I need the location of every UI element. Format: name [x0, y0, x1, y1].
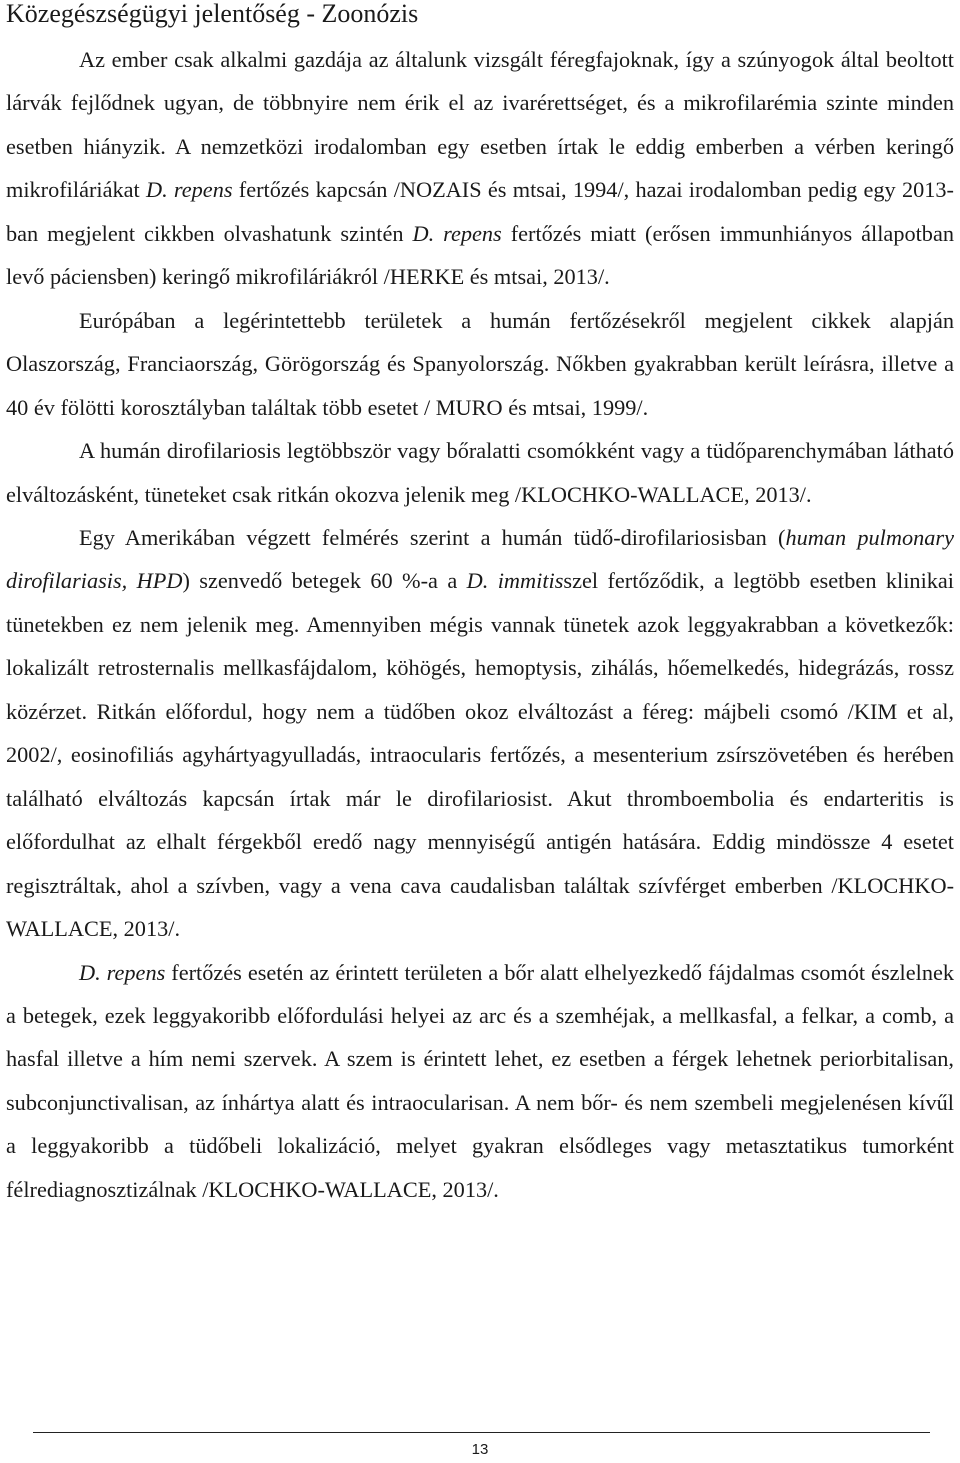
paragraph: [6, 38, 954, 299]
italic-term: D. immitis: [466, 568, 564, 594]
paragraph: [6, 429, 954, 516]
text-run: Az ember csak alkalmi gazdája az általunk vizsgált féregfajoknak, így a szúnyogok által beoltott lárvák fejlődnek ugyan, de többnyire nem érik el az ivarérettséget, és a mikrofilarémia szinte minden esetben hiányzik. A nemzetközi irodalomban egy esetben írtak le eddig emberben a vérben keringő mikrofiláriákat: [6, 47, 954, 203]
text-run: szel fertőződik, a legtöbb esetben klinikai tünetekben ez nem jelenik meg. Amennyiben mégis vannak tünetek azok leggyakrabban a következők: lokalizált retrosternalis mellkasfájdalom, köhögés, hemoptysis, zihálás, hőemelkedés, hidegrázás, rossz közérzet. Ritkán előfordul, hogy nem a tüdőben okoz elváltozást a féreg: májbeli csomó /KIM et al, 2002/, eosinofiliás agyhártyagyulladás, intraocularis fertőzés, a mesenterium zsírszövetében és herében található elváltozás kapcsán írtak már le dirofilariosist. Akut thromboembolia és endarteritis is előfordulhat az elhalt férgekből eredő nagy mennyiségű antigén hatására. Eddig mindössze 4 esetet regisztráltak, ahol a szívben, vagy a vena cava caudalisban találtak szívférget emberben /KLOCHKO-WALLACE, 2013/.: [6, 568, 954, 942]
italic-term: D. repens: [145, 177, 233, 203]
text-run: Európában a legérintettebb területek a humán fertőzésekről megjelent cikkek alapján Olaszország, Franciaország, Görögország és Spanyolország. Nőkben gyakrabban került leírásra, illetve a 40 év fölötti korosztályban találtak több esetet / MURO és mtsai, 1999/.: [6, 307, 954, 420]
text-run: fertőzés esetén az érintett területen a bőr alatt elhelyezkedő fájdalmas csomót észlelnek a betegek, ezek leggyakoribb előfordulási helyei az arc és a szemhéjak, a mellkasfal, a felkar, a comb, a hasfal illetve a hím nemi szervek. A szem is érintett lehet, ez esetben a férgek lehetnek periorbitalisan, subconjunctivalisan, az ínhártya alatt és intraocularisan. A nem bőr- és nem szembeli megjelenésen kívűl a leggyakoribb a tüdőbeli lokalizáció, melyet gyakran elsődleges vagy metasztatikus tumorként félrediagnosztizálnak /KLOCHKO-WALLACE, 2013/.: [6, 959, 955, 1202]
italic-term: D. repens: [412, 220, 502, 246]
paragraph: [6, 516, 954, 951]
italic-term: human pulmonary dirofilariasis, HPD: [6, 524, 954, 594]
paragraph: [6, 299, 954, 429]
text-run: A humán dirofilariosis legtöbbször vagy bőralatti csomókként vagy a tüdőparenchymában látható elváltozásként, tüneteket csak ritkán okozva jelenik meg /KLOCHKO-WALLACE, 2013/.: [6, 438, 954, 507]
text-run: ) szenvedő betegek 60 %-a a: [182, 568, 467, 594]
paragraph: [6, 951, 954, 1212]
page-number: 13: [471, 1441, 489, 1458]
text-run: Egy Amerikában végzett felmérés szerint a humán tüdő-dirofilariosisban (: [79, 524, 786, 550]
text-run: fertőzés kapcsán /NOZAIS és mtsai, 1994/, hazai irodalomban pedig egy 2013-ban megjelent cikkben olvashatunk szintén: [6, 177, 954, 246]
body-text: [6, 38, 954, 1211]
text-run: fertőzés miatt (erősen immunhiányos állapotban levő páciensben) keringő mikrofiláriákról /HERKE és mtsai, 2013/.: [6, 220, 955, 290]
italic-term: D. repens: [79, 959, 166, 985]
section-title: Közegészségügyi jelentőség - Zoonózis: [6, 0, 419, 28]
footer-divider: [33, 1432, 930, 1433]
